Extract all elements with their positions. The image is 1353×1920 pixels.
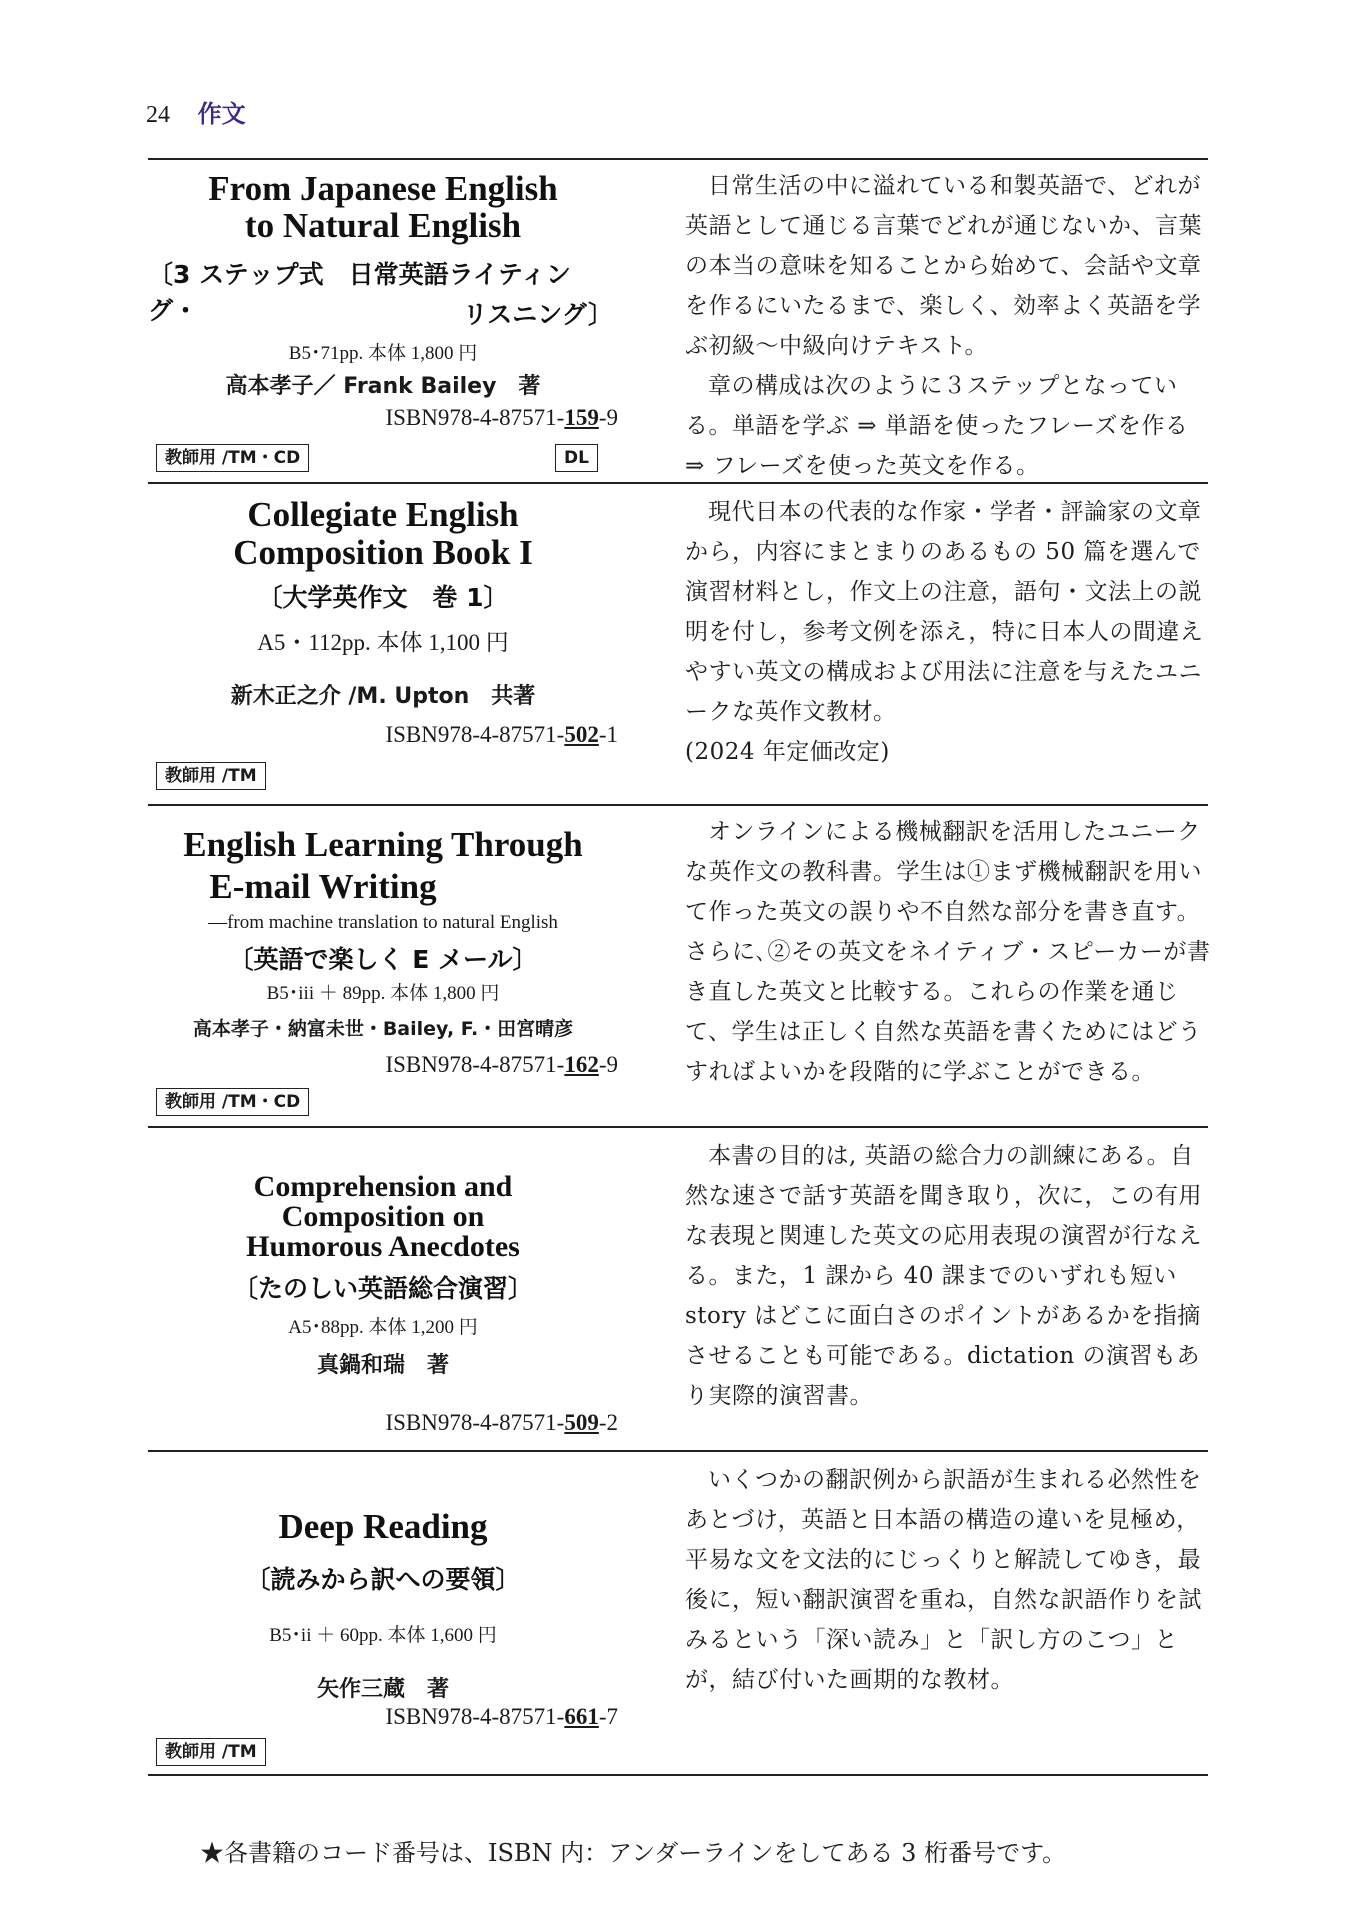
description-paragraph: いくつかの翻訳例から訳語が生まれる必然性をあとづけ，英語と日本語の構造の違いを見極め，平易な文を文法的にじっくりと解読してゆき，最後に，短い翻訳演習を重ね，自然な訳語作りを試みるという「深い読み」と「訳し方のこつ」とが，結び付いた画期的な教材。 [685,1467,1202,1693]
footer-note: ★各書籍のコード番号は、ISBN 内：アンダーラインをしてある 3 桁番号です。 [200,1839,1067,1867]
page-header [146,94,246,129]
description-paragraph: 章の構成は次のように３ステップとなっている。単語を学ぶ ⇒ 単語を使ったフレーズを作る ⇒ フレーズを使った英文を作る。 [685,373,1189,479]
book-price: B5･71pp. 本体 1,800 円 [288,343,478,364]
book-isbn: ISBN978-4-87571-162-9 [385,1052,618,1077]
book-title-en: Composition Book I [233,533,533,572]
book-title-ja: 〔読みから訳への要領〕 [245,1565,521,1594]
book-title-en: Humorous Anecdotes [246,1230,520,1263]
book-authors: 真鍋和瑞 著 [316,1353,449,1378]
book-isbn: ISBN978-4-87571-661-7 [385,1704,618,1729]
book-price: B5･iii ＋ 89pp. 本体 1,800 円 [266,983,500,1004]
book-title-en: Collegiate English [247,495,519,534]
book-catalog [148,158,1211,1776]
book-entry [148,484,1208,806]
book-isbn: ISBN978-4-87571-509-2 [385,1410,618,1435]
book-title-en: Deep Reading [278,1507,488,1546]
description-paragraph: 日常生活の中に溢れている和製英語で、どれが英語として通じる言葉でどれが通じないか、言葉の本当の意味を知ることから始めて、会話や文章を作るにいたるまで、楽しく、効率よく英語を学ぶ初級～中級向けテキスト。 [685,173,1202,359]
book-entry [148,1128,1208,1452]
book-title-en: From Japanese English [208,169,558,208]
book-authors: 高本孝子／ Frank Bailey 著 [225,374,541,399]
book-title-ja: 〔たのしい英語総合演習〕 [232,1274,533,1303]
book-title-ja: 〔大学英作文 巻 1〕 [257,583,509,612]
book-isbn: ISBN978-4-87571-159-9 [385,405,618,430]
book-entry [148,1452,1208,1776]
book-subtitle: —from machine translation to natural English [208,912,558,933]
book-isbn: ISBN978-4-87571-502-1 [385,722,618,747]
dl-badge: DL [555,444,598,472]
teacher-badge: 教師用 /TM [156,1738,266,1766]
book-title-ja: リスニング〕 [462,300,613,329]
description-paragraph: オンラインによる機械翻訳を活用したユニークな英作文の教科書。学生は①まず機械翻訳を用いて作った英文の誤りや不自然な部分を書き直す。さらに､②その英文をネイティブ・スピーカーが書き直した英文と比較する。これらの作業を通じて、学生は正しく自然な英語を書くためにはどうすればよいかを段階的に学ぶことができる。 [685,819,1211,1085]
book-price: A5・112pp. 本体 1,100 円 [257,630,509,655]
book-authors: 矢作三蔵 著 [316,1677,449,1702]
description-paragraph: 現代日本の代表的な作家・学者・評論家の文章から，内容にまとまりのあるもの 50 篇を選んで演習材料とし，作文上の注意，語句・文法上の説明を付し，参考文例を添え，特に日本人の間違えやすい英文の構成および用法に注意を与えたユニークな英作文教材。 [685,499,1204,725]
teacher-badge: 教師用 /TM・CD [156,1088,309,1116]
section-title: 作文 [197,99,246,128]
book-title-en: English Learning Through [183,825,583,864]
book-title-ja: 〔英語で楽しく E メール〕 [228,945,538,974]
book-authors: 新木正之介 /M. Upton 共著 [230,684,536,709]
book-title-en: to Natural English [244,206,522,245]
book-title-en: E-mail Writing [209,867,437,906]
book-price: A5･88pp. 本体 1,200 円 [288,1317,478,1338]
teacher-badge: 教師用 /TM・CD [156,444,309,472]
book-title-ja: 〔3 ステップ式 日常英語ライティング・ [148,260,571,325]
page-number: 24 [146,102,170,128]
book-title-en: Composition on [281,1200,485,1233]
book-authors: 高本孝子・納富未世・Bailey, F.・田宮晴彦 [192,1018,574,1040]
description-note: (2024 年定価改定) [685,739,890,765]
book-price: B5･ii ＋ 60pp. 本体 1,600 円 [269,1625,497,1646]
description-paragraph: 本書の目的は, 英語の総合力の訓練にある。自然な速さで話す英語を聞き取り，次に，この有用な表現と関連した英文の応用表現の演習が行なえる。また，1 課から 40 課までのいずれも短い story はどこに面白さのポイントがあるかを指摘させることも可能である。dictation の演習もあり実際的演習書。 [685,1143,1202,1409]
book-entry [148,806,1211,1128]
book-entry [148,160,1208,484]
teacher-badge: 教師用 /TM [156,762,266,790]
book-title-en: Comprehension and [253,1170,513,1203]
